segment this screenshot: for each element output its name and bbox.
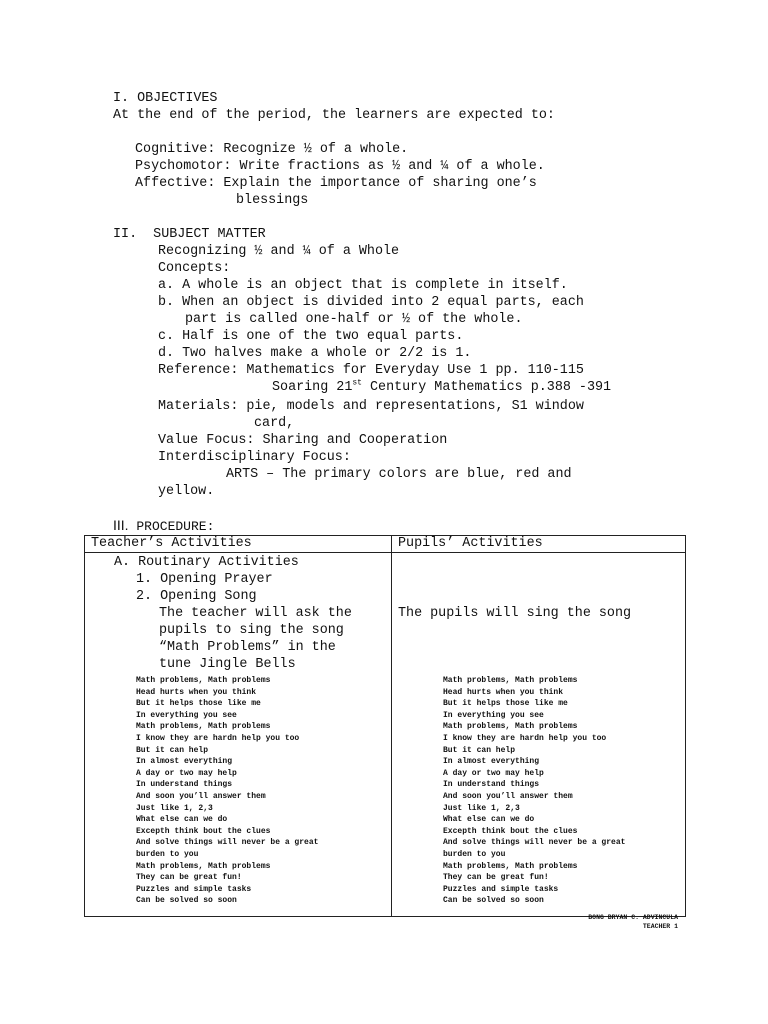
value-focus: Value Focus: Sharing and Cooperation [158, 433, 448, 448]
pupils-column-header: Pupils’ Activities [392, 536, 686, 553]
teacher-column-header: Teacher’s Activities [85, 536, 392, 553]
routinary-activities: A. Routinary Activities [114, 555, 299, 570]
arts-line-2: yellow. [158, 484, 215, 499]
reference-line-2: Soaring 21st Century Mathematics p.388 -391 [272, 378, 612, 395]
opening-song: 2. Opening Song [136, 589, 257, 604]
objectives-intro: At the end of the period, the learners are expected to: [113, 108, 555, 123]
arts-line-1: ARTS – The primary colors are blue, red and [226, 467, 572, 482]
opening-prayer: 1. Opening Prayer [136, 572, 273, 587]
concept-c: c. Half is one of the two equal parts. [158, 329, 464, 344]
activities-table [84, 535, 686, 917]
materials-line-1: Materials: pie, models and representations, S1 window [158, 399, 584, 414]
song-lyrics-pupils: Math problems, Math problems Head hurts when you think But it helps those like me In everything you see Math problems, Math problems I know they are hardn help you too But it can help In almost everything A day or two may help In understand things And soon you’ll answer them Just like 1, 2,3 What else can we do Excepth think bout the clues And solve things will never be a great burden to you Math problems, Math problems They can be great fun! Puzzles and simple tasks Can be solved so soon [443, 676, 626, 906]
objective-psychomotor: Psychomotor: Write fractions as ½ and ¼ of a whole. [135, 159, 545, 174]
objective-affective: Affective: Explain the importance of sharing one’s [135, 176, 537, 191]
teacher-instruction: “Math Problems” in the [159, 640, 336, 655]
objective-cognitive: Cognitive: Recognize ½ of a whole. [135, 142, 409, 157]
objective-affective-cont: blessings [236, 193, 309, 208]
teacher-role: TEACHER 1 [642, 923, 678, 930]
procedure-heading: III. PROCEDURE: [113, 517, 215, 534]
teacher-instruction: The teacher will ask the [159, 606, 352, 621]
teacher-instruction: tune Jingle Bells [159, 657, 296, 672]
teacher-name: BONG BRYAN C. ADVINCULA [588, 914, 678, 921]
teacher-instruction: pupils to sing the song [159, 623, 344, 638]
objectives-heading: I. OBJECTIVES [113, 91, 218, 106]
concept-b: b. When an object is divided into 2 equal parts, each [158, 295, 584, 310]
teacher-activities-cell [85, 553, 392, 917]
reference-line-1: Reference: Mathematics for Everyday Use 1 pp. 110-115 [158, 363, 584, 378]
materials-line-2: card, [254, 416, 295, 431]
pupils-response: The pupils will sing the song [398, 606, 632, 621]
song-lyrics-teacher: Math problems, Math problems Head hurts when you think But it helps those like me In everything you see Math problems, Math problems I know they are hardn help you too But it can help In almost everything A day or two may help In understand things And soon you’ll answer them Just like 1, 2,3 What else can we do Excepth think bout the clues And solve things will never be a great burden to you Math problems, Math problems They can be great fun! Puzzles and simple tasks Can be solved so soon [136, 676, 319, 906]
concept-b-cont: part is called one-half or ½ of the whole. [185, 312, 523, 327]
pupils-activities-cell [392, 553, 686, 917]
interdisciplinary-focus: Interdisciplinary Focus: [158, 450, 351, 465]
table-header-row [85, 536, 686, 553]
concept-a: a. A whole is an object that is complete in itself. [158, 278, 568, 293]
table-row [85, 553, 686, 917]
concept-d: d. Two halves make a whole or 2/2 is 1. [158, 346, 472, 361]
teacher-signature-block [588, 913, 678, 931]
subject-topic: Recognizing ½ and ¼ of a Whole [158, 244, 400, 259]
subject-matter-heading: II. SUBJECT MATTER [113, 227, 266, 242]
concepts-label: Concepts: [158, 261, 231, 276]
